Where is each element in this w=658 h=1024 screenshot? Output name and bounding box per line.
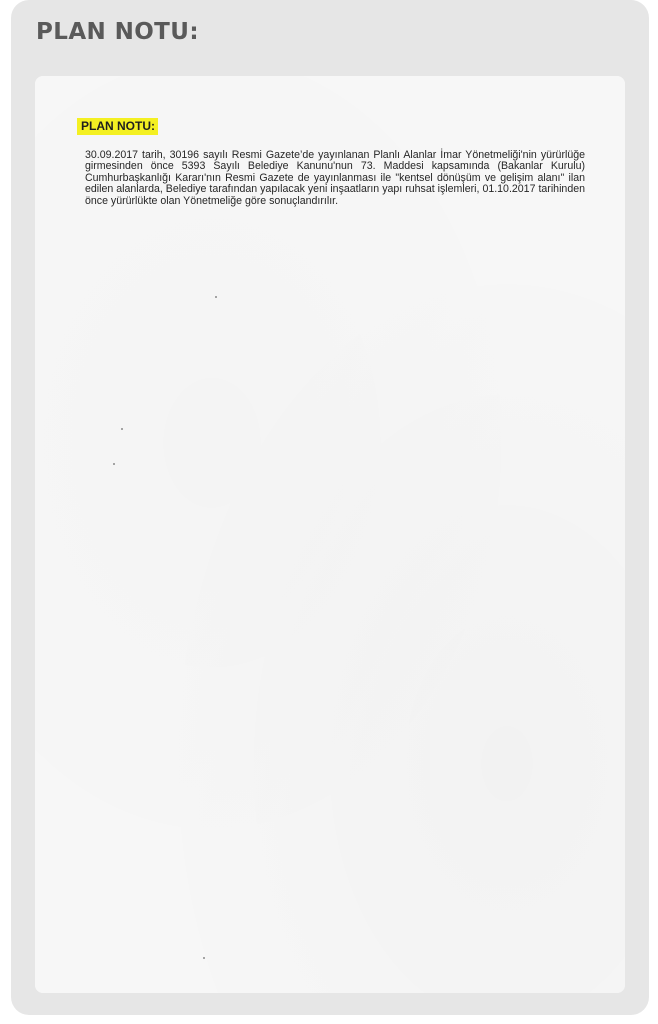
card-title: PLAN NOTU: xyxy=(36,19,199,45)
document-paper xyxy=(35,76,625,993)
scan-speck xyxy=(113,463,115,465)
plan-note-card xyxy=(11,0,649,1015)
document-heading-highlighted: PLAN NOTU: xyxy=(77,118,158,135)
scanned-document-image[interactable] xyxy=(35,76,625,993)
scan-speck xyxy=(121,428,123,430)
document-body-text: 30.09.2017 tarih, 30196 sayılı Resmi Gazete’de yayınlanan Planlı Alanlar İmar Yönetmeliği'nin yürürlüğe girmesinden önce 5393 Sayılı Belediye Kanunu'nun 73. Maddesi kapsamında (Bakanlar Kurulu) Cumhurbaşkanlığı Kararı'nın Resmi Gazete de yayınlanması ile "kentsel dönüşüm ve gelişim alanı" ilan edilen alanlarda, Belediye tarafından yapılacak yeni inşaatların yapı ruhsat işlemleri, 01.10.2017 tarihinden önce yürürlükte olan Yönetmeliğe göre sonuçlandırılır. xyxy=(85,149,585,207)
scan-speck xyxy=(215,296,217,298)
scan-speck xyxy=(203,957,205,959)
